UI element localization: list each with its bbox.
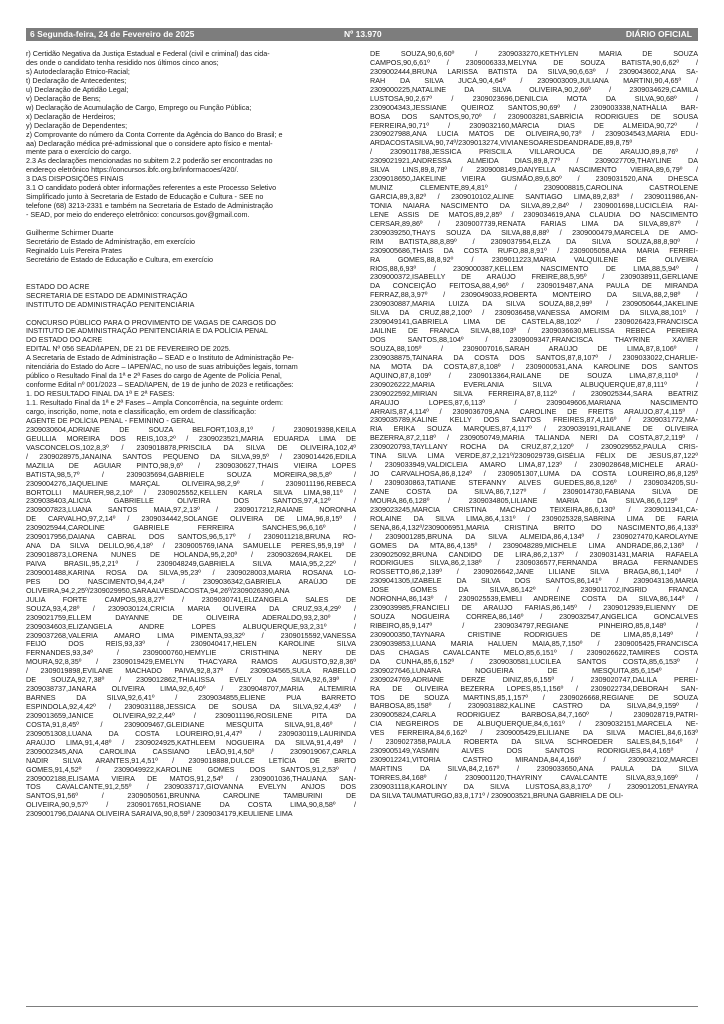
text-line: 2309023245,MARCIA CRISTINA MACHADO TEIXEIRA,86,6,130º / 2309011341,CA- — [370, 505, 698, 514]
text-line: JAILINE DE FRANCA SILVA,88,103º / 2309036630,MELISSA REBECA PEREIRA — [370, 327, 698, 336]
text-line: 2309025092,BRUNA CANDIDO DE LIRA,86,2,137º / 2309031431,MARIA RAFAELA — [370, 550, 698, 559]
text-line: ARDACOSTASILVA,90,74º/2309013274,VIVIANESOARESDEANDRADE,89,8,75º — [370, 139, 633, 148]
text-line: BARBOSA,85,158º / 2309031882,KALINE CASTRO DA SILVA,84,9,159º / — [370, 702, 698, 711]
text-line: ESTADO DO ACRE — [26, 282, 90, 291]
text-line: TONIA NAIARA NASCIMENTO DA SILVA,89,2,84º / 2309001698,LUCICLÉIA RAI- — [370, 201, 698, 210]
text-line: 2309000225,NATALINE DA SILVA OLIVEIRA,90,2,66º / 2309034629,CAMILA — [370, 85, 698, 94]
text-line: / 2309019898,EVILANE MACHADO PAIVA,92,8,37º / 2309034565,SULA RABELLO — [26, 667, 356, 676]
text-line: 2309026222,MARIA EVERLANIA SILVA ALBUQUERQUE,87,8,111º / — [370, 380, 698, 389]
text-line: BATISTA,98,5,7º / 2309035694,GABRIELE SOUZA MOREIRA,98,5,8º / — [26, 470, 356, 479]
text-line: Secretário de Estado de Educação e Cultura, em exercício — [26, 255, 213, 264]
text-line: 2309005149,YASMIN ALVES DOS SANTOS RODRIGUES,84,4,165º / — [370, 747, 698, 756]
text-line: 3 DAS DISPOSIÇÕES FINAIS — [26, 175, 124, 184]
text-line: EDITAL Nº 056 SEAD/IAPEN, DE 21 DE FEVEREIRO DE 2025. — [26, 345, 231, 354]
text-line: DO ESTADO DO ACRE — [26, 336, 103, 345]
text-line: RIBEIRO,85,9,147º / 2309034797,REGIANE PINHEIRO,85,8,148º / — [370, 622, 698, 630]
text-line: ANA DA SILVA DELILO,96,4,18º / 2309005769,IANA SAMUELLE PERES,95,9,19º / — [26, 542, 356, 551]
text-line: 2309039853,LUANA MARIA HALUEN MAIA,85,7,150º / 2309005425,FRANCISCA — [370, 639, 698, 648]
text-line: JO CARVALHOSA,86,8,124º / 2309051307,LUMA DA COSTA LOUREIRO,86,8,125º — [370, 470, 698, 479]
text-line: 2309002345,ANA CAROLINA CASSIANO LEÃO,91,4,50º / 2309019067,CARLA — [26, 747, 356, 756]
text-line: MARTINS DA SILVA,84,2,167º / 2309033650,ANA PAULA DA SILVA — [370, 765, 698, 773]
text-line: SOUZA,88,105º / 2309007016,SARAH ARAÚJO DE LIMA,87,8,106º / — [370, 344, 698, 353]
text-line: CIA NEGREIROS DE ALBUQUERQUE,84,6,161º / 2309032151,MARCELA NE- — [370, 720, 698, 729]
text-line: Reginaldo Luís Pereira Prates — [26, 246, 122, 255]
text-line: Guilherme Schirmer Duarte — [26, 229, 114, 238]
text-line: 2309022592,MIRIAN SILVA FERREIRA,87,8,112º / 2309025344,SARA BEATRIZ — [370, 389, 698, 398]
text-line: conforme Edital nº 001/2023 – SEAD/IAPEN, de 19 de junho de 2023 e retificações: — [26, 381, 294, 390]
text-line: 2309001796,DAIANA OLIVEIRA SARAIVA,90,8,59º / 2309034179,KEULIENE LIMA — [26, 810, 293, 819]
text-line: INSTITUTO DE ADMINISTRAÇÃO PENITENCIÁRIA — [26, 300, 195, 309]
text-line: 2309031118,KAROLINY DA SILVA LUSTOSA,83,8,170º / 2309012051,ENAYRA — [370, 782, 698, 791]
text-line: FERRAZ,88,3,97º / 2309049033,ROBERTA MONTEIRO DA SILVA,88,2,98º / — [370, 291, 698, 300]
text-line: r) Certidão Negativa da Justiça Estadual e Federal (civil e criminal) das cida- — [26, 50, 270, 58]
text-line: 2309049141,GABRIELA LIMA DE CASTELA,88,102º / 2309026423,FRANCISCA — [370, 318, 698, 327]
notice-body — [26, 354, 356, 426]
text-line: 2309038403,ALICIA GABRIELLE OLIVEIRA DOS SANTOS,97,4,12º / — [26, 497, 356, 506]
text-line: 2309041305,IZABELE DA SILVA DOS SANTOS,86,141º / 2309043136,MARIA — [370, 577, 698, 586]
footer-rule — [26, 1006, 698, 1007]
text-line: DA CUNHA,85,6,152º / 2309030581,LUCILEA SANTOS COSTA,85,6,153º / — [370, 657, 698, 666]
text-line: OLIVEIRA,94,2,25º/2309029950,SARAALVESDACOSTA,94,26º/2309026390,ANA — [26, 586, 290, 595]
text-line: RIM BATISTA,88,8,89º / 2309037954,ELZA DA SILVA SOUZA,88,8,90º / — [370, 237, 698, 246]
text-line: ZANE COSTA DA SILVA,86,7,127º / 2309014730,FABIANA SILVA DE — [370, 487, 698, 496]
text-line: s) Autodeclaração Étnico-Racial; — [26, 67, 130, 76]
results-list-left — [26, 426, 356, 819]
text-line: 2309051308,LUANA DA COSTA LOUREIRO,91,4,47º / 2309030119,LAURINDA — [26, 729, 356, 738]
text-line: MOURA,92,8,35º / 2309019429,EMELYN THACYARA RAMOS AUGUSTO,92,8,36º — [26, 658, 356, 667]
text-line: 2309027988,ANA LUCIA MATOS DE OLIVEIRA,90,73º / 2309034543,MARIA EDU- — [370, 130, 698, 139]
text-line: VASCONCELOS,102,8,3º / 2309018878,PRISCILA DA SILVA DE OLIVEIRA,102,4º — [26, 443, 356, 452]
page-header — [0, 0, 724, 39]
text-line: 2309024769,ADRIANE DERZE DINIZ,85,6,155º / 2309020747,DALILA PEREI- — [370, 675, 698, 684]
text-line: A Secretaria de Estado de Administração – SEAD e o Instituto de Administração Pe- — [26, 354, 294, 363]
text-line: PAIVA BRASIL,95,2,21º / 2309048249,GABRIELA SILVA MAIA,95,2,22º / — [26, 560, 356, 569]
text-line: JULIA FORTE CAMPOS,93,8,27º / 2309030741,ELIZANGELA SALES DE — [26, 595, 356, 604]
text-line: VES FERREIRA,84,6,162º / 2309005429,ELILIANE DA SILVA MACIEL,84,6,163º — [370, 729, 698, 738]
text-line: RA GOMES,88,8,92º / 2309011223,MARIA VALQUILENE DE OLIVEIRA — [370, 255, 698, 264]
text-line: 2309035789,KALINE KELLY DOS SANTOS FREIRES,87,4,116º / 2309031772,MA- — [370, 416, 698, 425]
text-line: RA DE OLIVEIRA BEZERRA LOPES,85,1,156º / 2309022734,DEBORAH SAN- — [370, 684, 698, 693]
left-column — [26, 50, 356, 819]
text-line: y) Declaração de Dependentes; — [26, 121, 128, 130]
text-line: OLIVEIRA,90,9,57º / 2309017651,ROSIANE DA COSTA LIMA,90,8,58º / — [26, 801, 356, 810]
results-list-right — [370, 50, 698, 801]
text-line: MAZILIA DE AGUIAR PINTO,98,9,6º / 2309030627,THAIS VIEIRA LOPES — [26, 461, 356, 470]
notice-title — [26, 319, 356, 355]
text-line: cargo, inscrição, nome, nota e classificação, em ordem de classificação: — [26, 408, 257, 417]
text-line: 2309037268,VALERIA AMARO LIMA PIMENTA,93,32º / 2309015592,VANESSA — [26, 631, 356, 640]
text-line: 2.3 As declarações mencionadas no subitem 2.2 poderão ser encontradas no — [26, 157, 273, 166]
header-bar — [26, 28, 698, 41]
text-line: BOSA DOS SANTOS,90,70º / 2309003281,SABRÍCIA RODRIGUES DE SOUSA — [370, 112, 698, 121]
text-line: GOMES,91,4,52º / 2309049922,KAROLINE GOMES DOS SANTOS,91,2,53º / — [26, 765, 356, 774]
text-line: 2309020793,TAYLLANY ROCHA DA CRUZ,87,2,120º / 2309029552,PAULA CRIS- — [370, 443, 698, 452]
text-line: w) Declaração de Acumulação de Cargo, Emprego ou Função Pública; — [26, 103, 252, 112]
text-line: GARCIA,89,3,82º / 2309010102,ALINE SANTIAGO LIMA,89,2,83º / 2309011986,AN- — [370, 193, 698, 201]
text-line: JOSE GOMES DA SILVA,86,142º / 2309011702,INGRID FRANCA — [370, 586, 698, 595]
text-line: 2309004276,JAQUELINE MARÇAL OLIVEIRA,98,2,9º / 2309011196,REBECA — [26, 479, 356, 488]
text-line: / 2309001285,BRUNA DA SILVA ALMEIDA,86,4,134º / 2309027470,KAROLAYNE — [370, 532, 698, 541]
text-line: TOS CAVALCANTE,91,2,55º / 2309033717,GIOVANNA EVELYN ANJOS DOS — [26, 783, 356, 792]
text-line: ROSSETTO,86,2,139º / 2309026642,JANE LILIANE SILVA BRAGA,86,1,140º / — [370, 568, 698, 577]
text-line: TOS DE SOUZA MARTINS,85,1,157º / 2309026668,REGIANE DE SOUZA — [370, 693, 698, 702]
text-line: RIA ERIKA SOUZA MARQUES,87,4,117º / 2309039191,RAILANE DE OLIVEIRA — [370, 425, 698, 434]
text-line: 2309030604,ADRIANE DE SOUZA BELFORT,103,8,1º / 2309019398,KEILA — [26, 425, 356, 434]
text-line: 2309030887,MARIA LUIZA DA SILVA SOUZA,88,2,99º / 2309050644,JAKELINE — [370, 300, 698, 309]
text-line: 2309005824,CARLA RODRIGUEZ BARBOSA,84,7,160º / 2309028719,PATRI- — [370, 711, 698, 720]
right-column — [370, 50, 698, 801]
text-line: LUSTOSA,90,2,67º / 2309023696,DENILCIA MOTA DA SILVA,90,68º / — [370, 94, 698, 103]
text-line: / 2309030863,TATIANE STEFANNY ALVES GUEDES,86,8,126º / 2309034205,SU- — [370, 479, 698, 487]
text-line: 2309021921,ANDRESSA ALMEIDA DIAS,89,8,77º / 2309027709,THAYLINE DA — [370, 157, 698, 166]
text-line: RODRIGUES SILVA,86,2,138º / 2309036577,FERNANDA BRAGA FERNANDES — [370, 559, 698, 568]
text-line: 2309025944,CAROLINE GABRIELE FERREIRA SANCHES,96,6,16º / — [26, 524, 356, 533]
text-line: 2309012241,VITORIA CASTRO MIRANDA,84,4,166º / 2309032102,MARCEI — [370, 756, 698, 765]
text-line: LENE ASSIS DE MATOS,89,2,85º / 2309034619,ANA CLAUDIA DO NASCIMENTO — [370, 210, 698, 219]
text-line: SILVA DA CRUZ,88,2,100º / 2309036458,VANESSA AMORIM DA SILVA,88,101º / — [370, 309, 698, 318]
header-date: 6 Segunda-feira, 24 de Fevereiro de 2025 — [30, 29, 195, 39]
text-line: SILVA LINS,89,8,78º / 2309008149,DANYELLA NASCIMENTO VIEIRA,89,6,79º / — [370, 166, 698, 175]
text-line: AQUINO,87,8,109º / 2309013364,RAILANE DE SOUZA LIMA,87,8,110º / — [370, 371, 698, 380]
text-line: 2309038875,TAINARA DA COSTA DOS SANTOS,87,8,107º / 2309033022,CHARLIE- — [370, 353, 698, 362]
text-line: / 2309011788,JESSICA PRISCILA VILLAROUCA DE ARAUJO,89,8,76º / — [370, 148, 698, 157]
text-line: SOUZA,93,4,28º / 2309030124,CRICIA MARIA OLIVEIRA DA CRUZ,93,4,29º / — [26, 604, 356, 613]
text-line: TINA SILVA LIMA VERDE,87,2,121º/2309029739,GISÉLIA FÉLIX DE JESUS,87,122º — [370, 452, 698, 461]
text-line: 2309013659,JANICE OLIVEIRA,92,2,44º / 2309011196,ROSILENE PITA DA — [26, 711, 356, 720]
text-line: 1. DO RESULTADO FINAL DA 1ª E 2ª FASES: — [26, 390, 175, 399]
text-line: RIOS,88,6,93º / 2309000387,KELLEM NASCIMENTO DE LIMA,88,5,94º / — [370, 264, 698, 273]
text-line: 3.1 O candidato poderá obter informações referentes a este Processo Seletivo — [26, 184, 277, 193]
text-line: nitenciária do Estado do Acre – IAPEN/AC, no uso de suas atribuições legais, tornam — [26, 363, 298, 372]
text-line: / 2309033949,VALDICLEIA AMARO LIMA,87,123º / 2309028648,MICHELE ARAÚ- — [370, 461, 698, 470]
text-line: 1.1. Resultado Final da 1ª e 2ª Fases – Ampla Concorrência, na seguinte ordem: — [26, 399, 284, 408]
text-line: z) Comprovante do número da Conta Corrente da Agência do Banco do Brasil; e — [26, 130, 283, 139]
text-line: 2309004343,JESSIANE QUEIROZ SANTOS,90,69º / 2309003338,NATHÁLIA BAR- — [370, 103, 698, 112]
text-line: PES DO NASCIMENTO,94,4,24º / 2309036342,GABRIELA ARAÚJO DE — [26, 577, 356, 586]
text-line: Simplificado junto à Secretaria de Estado de Educação e Cultura - SEE no — [26, 193, 264, 202]
text-line: INSTITUTO DE ADMINISTRAÇÃO PENITENCIÁRIA E DA POLÍCIA PENAL — [26, 327, 268, 336]
text-line: MUNIZ CLEMENTE,89,4,81º / 2309008815,CAROLINA CASTROLENE — [370, 184, 698, 193]
requirements-list — [26, 50, 356, 220]
text-line: SENA,86,4,132º/2309006951,MARIA CRISTINA BRITO DO NASCIMENTO,86,4,133º — [370, 523, 698, 532]
text-line: DE SOUZA,92,7,38º / 2309012862,THIALISSA EVELY DA SILVA,92,6,39º / — [26, 676, 356, 685]
text-line: SANTOS,91,56º / 2309050561,BRUNNA CAROLINE TAMBURINI DE — [26, 792, 356, 801]
text-line: 2309038737,JANARA OLIVEIRA LIMA,92,6,40º / 2309048707,MARIA ALTEMIRIA — [26, 685, 356, 694]
text-line: ROLAINE DA SILVA LIMA,86,4,131º / 2309025328,SABRINA LIMA DE FARIA — [370, 514, 698, 523]
text-line: 2309027646,LUNARA NOGUEIRA DE MESQUITA,85,6,154º / — [370, 666, 698, 675]
text-line: AGENTE DE POLÍCIA PENAL - FEMININO - GERAL — [26, 417, 196, 426]
text-line: GEULLIA MOREIRA DOS REIS,103,2º / 2309023521,MARIA EDUARDA LIMA DE — [26, 434, 356, 443]
text-line: DE CARVALHO,97,2,14º / 2309034442,SOLANGE OLIVEIRA DE LIMA,96,8,15º / — [26, 515, 356, 524]
text-line: DAS CHAGAS CAVALCANTE MELO,85,6,151º / 2309026622,TAMIRES COSTA — [370, 648, 698, 657]
text-line: ARAUJO LOPES,87,6,113º / 2309049606,MARIANA NASCIMENTO — [370, 398, 698, 407]
text-line: DE SOUZA,90,6,60º / 2309033270,KETHYLEN MARIA DE SOUZA — [370, 50, 698, 58]
header-issue-number: Nº 13.970 — [344, 29, 382, 39]
text-line: RAH DA SILVA JUCÁ,90,4,64º / 2309003009,JULIANA MARTINI,90,4,65º / — [370, 76, 698, 85]
text-line: ARRAIS,87,4,114º / 2309036709,ANA CAROLINE DE FREITS ARAUJO,87,4,115º / — [370, 407, 698, 416]
text-line: x) Declaração de Herdeiros; — [26, 112, 116, 121]
text-line: / 2309028975,JANAINA SANTOS PEQUENO DA SILVA,99,5º / 2309014426,EDILA — [26, 452, 356, 461]
text-line: endereço eletrônico https://concursos.ibfc.org.br/informacoes/420/. — [26, 166, 239, 175]
organization-header — [26, 283, 356, 310]
text-line: DA SILVA TAUMATURGO,83,8,171º / 2309003521,BRUNA GABRIELA DE OLI- — [370, 791, 624, 800]
text-line: NA MOTA DA COSTA,87,8,108º / 2309000531,ANA KAROLINE DOS SANTOS — [370, 362, 698, 371]
text-line: FEIJÓ DOS REIS,93,33º / 2309040417,HELEN KAROLINE SILVA — [26, 640, 356, 649]
text-line: GOMES DA MTA,86,4,135º / 2309048289,MICHELE LIMA ANDRADE,86,2,136º / — [370, 541, 698, 550]
text-line: 2309018873,LORENA NUNES DE HOLANDA,95,2,20º / 2309032694,RAKEL DE — [26, 551, 356, 560]
text-line: DA CONCEIÇÃO FEITOSA,88,4,96º / 2309019487,ANA PAULA DE MIRANDA — [370, 282, 698, 291]
text-line: SOUZA NOGUEIRA CORREA,86,146º / 2309032547,ANGELICA GONCALVES — [370, 613, 698, 622]
text-line: 2309000372,ISABELLY DE ARAÚJO FREIRE,88,5,95º / 2309038911,GERLIANE — [370, 273, 698, 282]
text-line: 2309000350,TAYNARA CRISTINE RODRIGUES DE LIMA,85,8,149º / — [370, 630, 698, 639]
text-line: MOURA,86,6,128º / 2309034805,LILIANE MARIA DA SILVA,86,6,129º / — [370, 496, 698, 505]
text-line: v) Declaração de Bens; — [26, 94, 101, 103]
text-line: / 2309027358,PAULA ROBERTA DA SILVA SCHROEDER SALES,84,5,164º / — [370, 738, 698, 747]
text-line: CONCURSO PÚBLICO PARA O PROVIMENTO DE VAGAS DE CARGOS DO — [26, 318, 277, 327]
text-line: 2309001488,KARINA ROSA DA SILVA,95,23º / 2309028003,MARIA ROSANA LO- — [26, 568, 356, 577]
text-line: DOS SANTOS,88,104º / 2309009347,FRANCISCA THAYRINE XAVIER — [370, 336, 698, 344]
text-line: 2309002188,ELISAMA VIEIRA DE MATOS,91,2,54º / 2309001036,THAUANA SAN- — [26, 774, 356, 783]
text-line: 2309017956,DAIANA CABRAL DOS SANTOS,96,5,17º / 2309011218,BRUNA RO- — [26, 533, 356, 542]
text-line: des onde o candidato tenha residido nos últimos cinco anos; — [26, 58, 219, 67]
text-line: aa) Declaração médica pré-admissional que o considere apto físico e mental- — [26, 139, 273, 148]
text-line: público o Resultado Final da 1ª e 2ª Fases do cargo de Agente de Polícia Penal, — [26, 372, 282, 381]
text-line: 2309039250,THAYS SOUZA DA SILVA,88,8,88º / 2309000479,MARCELA DE AMO- — [370, 228, 698, 237]
text-line: t) Declaração de Antecedentes; — [26, 76, 127, 85]
text-line: CERSAR,89,86º / 2309007739,RENATA FARIAS LIMA DA SILVA,89,87º / — [370, 219, 698, 228]
text-line: 2309034603,ELIZANGELA ANDRE LOPES ALBUQUERQUE,93,2,31º / — [26, 622, 356, 631]
text-line: u) Declaração de Aptidão Legal; — [26, 85, 129, 94]
text-line: mente para o exercício do cargo. — [26, 148, 132, 157]
text-line: BARNES DA SILVA,92,6,41º / 2309034855,ELIENE PUA BARRETO — [26, 694, 356, 703]
text-line: 2309005686,THAIS DA COSTA RUFO,88,8,91º / 2309005058,ANA MARIA FERREI- — [370, 246, 698, 255]
text-line: ESPINDOLA,92,4,42º / 2309031188,JESSICA DE SOUSA DA SILVA,92,4,43º / — [26, 703, 356, 712]
text-line: FERNANDES,93,34º / 2309000760,HEMYLIE CRISTHINA NERY DE — [26, 649, 356, 658]
text-line: NADIR SILVA ARANTES,91,4,51º / 2309018888,DULCE LETÍCIA DE BRITO — [26, 756, 356, 765]
signatures-block — [26, 229, 356, 265]
text-line: NORONHA,86,143º / 2309025539,EMELI ANDREINE COSTA DA SILVA,86,144º / — [370, 595, 698, 604]
text-line: 2309007823,LUANA SANTOS MAIA,97,2,13º / 2309017212,RAIANE NORONHA — [26, 506, 356, 515]
text-line: Secretário de Estado de Administração, em exercício — [26, 238, 195, 246]
text-line: 2309039985,FRANCIELI DE ARAUJO FARIAS,86,145º / 2309012939,ELIENNY DE — [370, 604, 698, 613]
text-line: COSTA,91,8,45º / 2309009467,GLEIDIANE MESQUITA SILVA,91,8,46º / — [26, 720, 356, 729]
text-line: - SEAD, por meio do endereço eletrônico: concursos.gov@gmail.com. — [26, 211, 250, 220]
text-line: BEZERRA,87,2,118º / 2309050749,MARIA TALIANDA NERI DA COSTA,87,2,119º / — [370, 434, 698, 443]
text-line: 2309002444,BRUNA LARISSA BATISTA DA SILVA,90,6,63º / 2309043602,ANA SA- — [370, 67, 698, 76]
text-line: FERREIRA,90,71º / 2309032160,MÁRCIA DIAS DE ALMEIDA,90,72º / — [370, 121, 698, 130]
header-publication-title: DIÁRIO OFICIAL — [625, 29, 692, 39]
text-line: SECRETARIA DE ESTADO DE ADMINISTRAÇÃO — [26, 291, 188, 300]
text-line: ARAÚJO LIMA,91,4,48º / 2309024925,KATHLEEM NOGUEIRA DA SILVA,91,4,49º / — [26, 738, 356, 747]
text-line: BORTOLLI MAURER,98,2,10º / 2309025552,KELLEN KARLA SILVA LIMA,98,11º / — [26, 488, 356, 497]
text-line: 2309018650,JAKELINE VIEIRA GUSMÃO,89,6,80º / 2309031520,ANA DHESCA — [370, 175, 698, 184]
text-line: TORRES,84,168º / 2309001120,THAYRINY CAVALCANTE SILVA,83,9,169º / — [370, 773, 698, 782]
text-line: CAMPOS,90,6,61º / 2309006333,MELYNA DE SOUZA BATISTA,90,6,62º / — [370, 58, 698, 67]
text-line: 2309021759,ELLEM DAYANNE DE OLIVEIRA ADERALDO,93,2,30º / — [26, 613, 356, 622]
text-line: telefone (68) 3213-2331 e também na Secretaria de Estado de Administração — [26, 202, 273, 211]
